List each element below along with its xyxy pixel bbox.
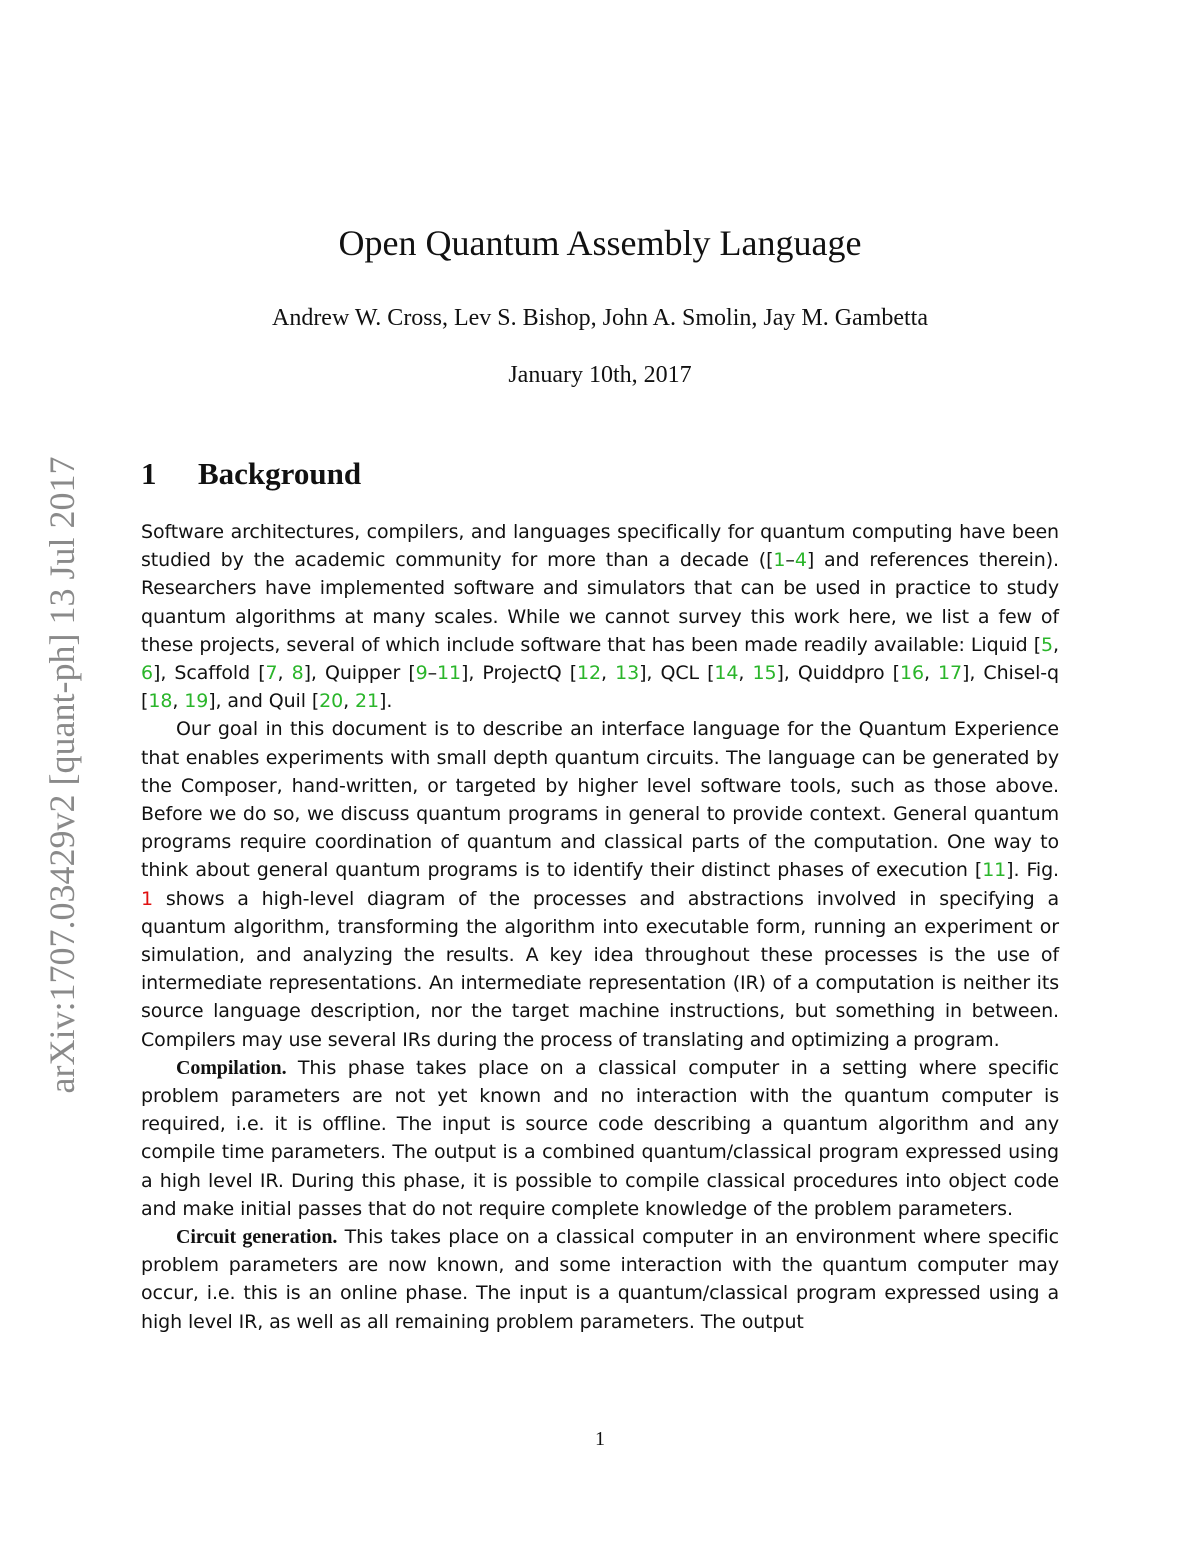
citation-link[interactable]: 11 bbox=[982, 859, 1007, 882]
text-run: This takes place on a classical computer in an environment where specific problem parameters are now known, and some interaction with the quantum computer may occur, i.e. this is an online phase. The input is a quantum/classical program expressed using a high level IR, as well as all remaining problem parameters. The output bbox=[141, 1226, 1059, 1333]
figure-reference-link[interactable]: 1 bbox=[141, 887, 153, 910]
text-run: Software architectures, compilers, and languages specifically for quantum computing have been studied by the academic community for more than a decade ([ bbox=[141, 521, 1059, 572]
text-run: , bbox=[738, 662, 753, 685]
text-run: ], Chisel-q [ bbox=[141, 662, 1059, 713]
citation-link[interactable]: 7 bbox=[265, 662, 278, 685]
citation-link[interactable]: 9 bbox=[415, 662, 428, 685]
citation-link[interactable]: 16 bbox=[899, 662, 924, 685]
citation-link[interactable]: 14 bbox=[714, 662, 739, 685]
citation-link[interactable]: 4 bbox=[794, 549, 807, 572]
section-heading bbox=[141, 456, 361, 492]
text-run: – bbox=[427, 662, 438, 685]
paper-authors: Andrew W. Cross, Lev S. Bishop, John A. Smolin, Jay M. Gambetta bbox=[271, 305, 928, 331]
text-run: shows a high-level diagram of the processes and abstractions involved in specifying a quantum algorithm, transforming the algorithm into executable form, running an experiment or simulation, and analyzing the results. A key idea throughout these processes is the use of intermediate representations. An intermediate representation (IR) of a computation is neither its source language description, nor the target machine instructions, but something in between. Compilers may use several IRs during the process of translating and optimizing a program. bbox=[141, 887, 1059, 1051]
text-run: , bbox=[923, 662, 939, 685]
text-run: ], and Quil [ bbox=[208, 690, 320, 713]
text-run: – bbox=[785, 549, 795, 572]
text-run: Our goal in this document is to describe an interface language for the Quantum Experience that enables experiments with small depth quantum circuits. The language can be generated by the Composer, hand-written, or targeted by higher level software tools, such as those above. Before we do so, we discuss quantum programs in general to provide context. General quantum programs require coordination of quantum and classical parts of the computation. One way to think about general quantum programs is to identify their distinct phases of execution [ bbox=[141, 718, 1059, 882]
paragraph bbox=[141, 715, 1059, 1053]
citation-link[interactable]: 12 bbox=[577, 662, 602, 685]
paper-date: January 10th, 2017 bbox=[508, 362, 692, 388]
citation-link[interactable]: 13 bbox=[615, 662, 640, 685]
section-title: Background bbox=[198, 456, 362, 491]
text-run: ] and references therein). Researchers have implemented software and simulators that can be used in practice to study quantum algorithms at many scales. While we cannot survey this work here, we list a few of these projects, several of which include software that has been made readily available: Liquid [ bbox=[141, 549, 1059, 656]
paragraph bbox=[141, 518, 1059, 715]
citation-link[interactable]: 15 bbox=[752, 662, 777, 685]
citation-link[interactable]: 6 bbox=[141, 662, 153, 685]
citation-link[interactable]: 11 bbox=[437, 662, 462, 685]
section-number: 1 bbox=[141, 456, 157, 491]
citation-link[interactable]: 8 bbox=[291, 662, 304, 685]
text-run: , bbox=[601, 662, 616, 685]
text-run: ]. Fig. bbox=[1006, 859, 1060, 882]
citation-link[interactable]: 19 bbox=[184, 690, 209, 713]
citation-link[interactable]: 21 bbox=[355, 690, 380, 713]
citation-link[interactable]: 20 bbox=[319, 690, 344, 713]
text-run: , bbox=[343, 690, 356, 713]
citation-link[interactable]: 17 bbox=[938, 662, 963, 685]
text-run: ]. bbox=[379, 690, 393, 713]
paragraph-heading: Compilation. bbox=[176, 1056, 287, 1079]
text-run: This phase takes place on a classical computer in a setting where specific problem parameters are not yet known and no interaction with the quantum computer is required, i.e. it is offline. The input is source code describing a quantum algorithm and any compile time parameters. The output is a combined quantum/classical program expressed using a high level IR. During this phase, it is possible to compile classical procedures into object code and make initial passes that do not require complete knowledge of the problem parameters. bbox=[141, 1056, 1059, 1220]
paragraph-heading: Circuit generation. bbox=[176, 1226, 338, 1249]
text-run: , bbox=[172, 690, 185, 713]
paragraph bbox=[141, 1054, 1059, 1223]
text-run: ], Scaffold [ bbox=[153, 662, 266, 685]
page-number: 1 bbox=[595, 1428, 605, 1450]
text-run: ], Quiddpro [ bbox=[776, 662, 900, 685]
paragraph bbox=[141, 1223, 1059, 1336]
citation-link[interactable]: 5 bbox=[1041, 633, 1054, 656]
citation-link[interactable]: 18 bbox=[148, 690, 173, 713]
arxiv-identifier-stamp: arXiv:1707.03429v2 [quant-ph] 13 Jul 2017 bbox=[42, 456, 82, 1094]
text-run: , bbox=[1053, 633, 1059, 656]
body-text bbox=[141, 518, 1059, 1336]
citation-link[interactable]: 1 bbox=[773, 549, 786, 572]
text-run: ], QCL [ bbox=[639, 662, 715, 685]
text-run: ], Quipper [ bbox=[303, 662, 416, 685]
text-run: ], ProjectQ [ bbox=[461, 662, 578, 685]
text-run: , bbox=[277, 662, 292, 685]
paper-title: Open Quantum Assembly Language bbox=[338, 223, 862, 263]
